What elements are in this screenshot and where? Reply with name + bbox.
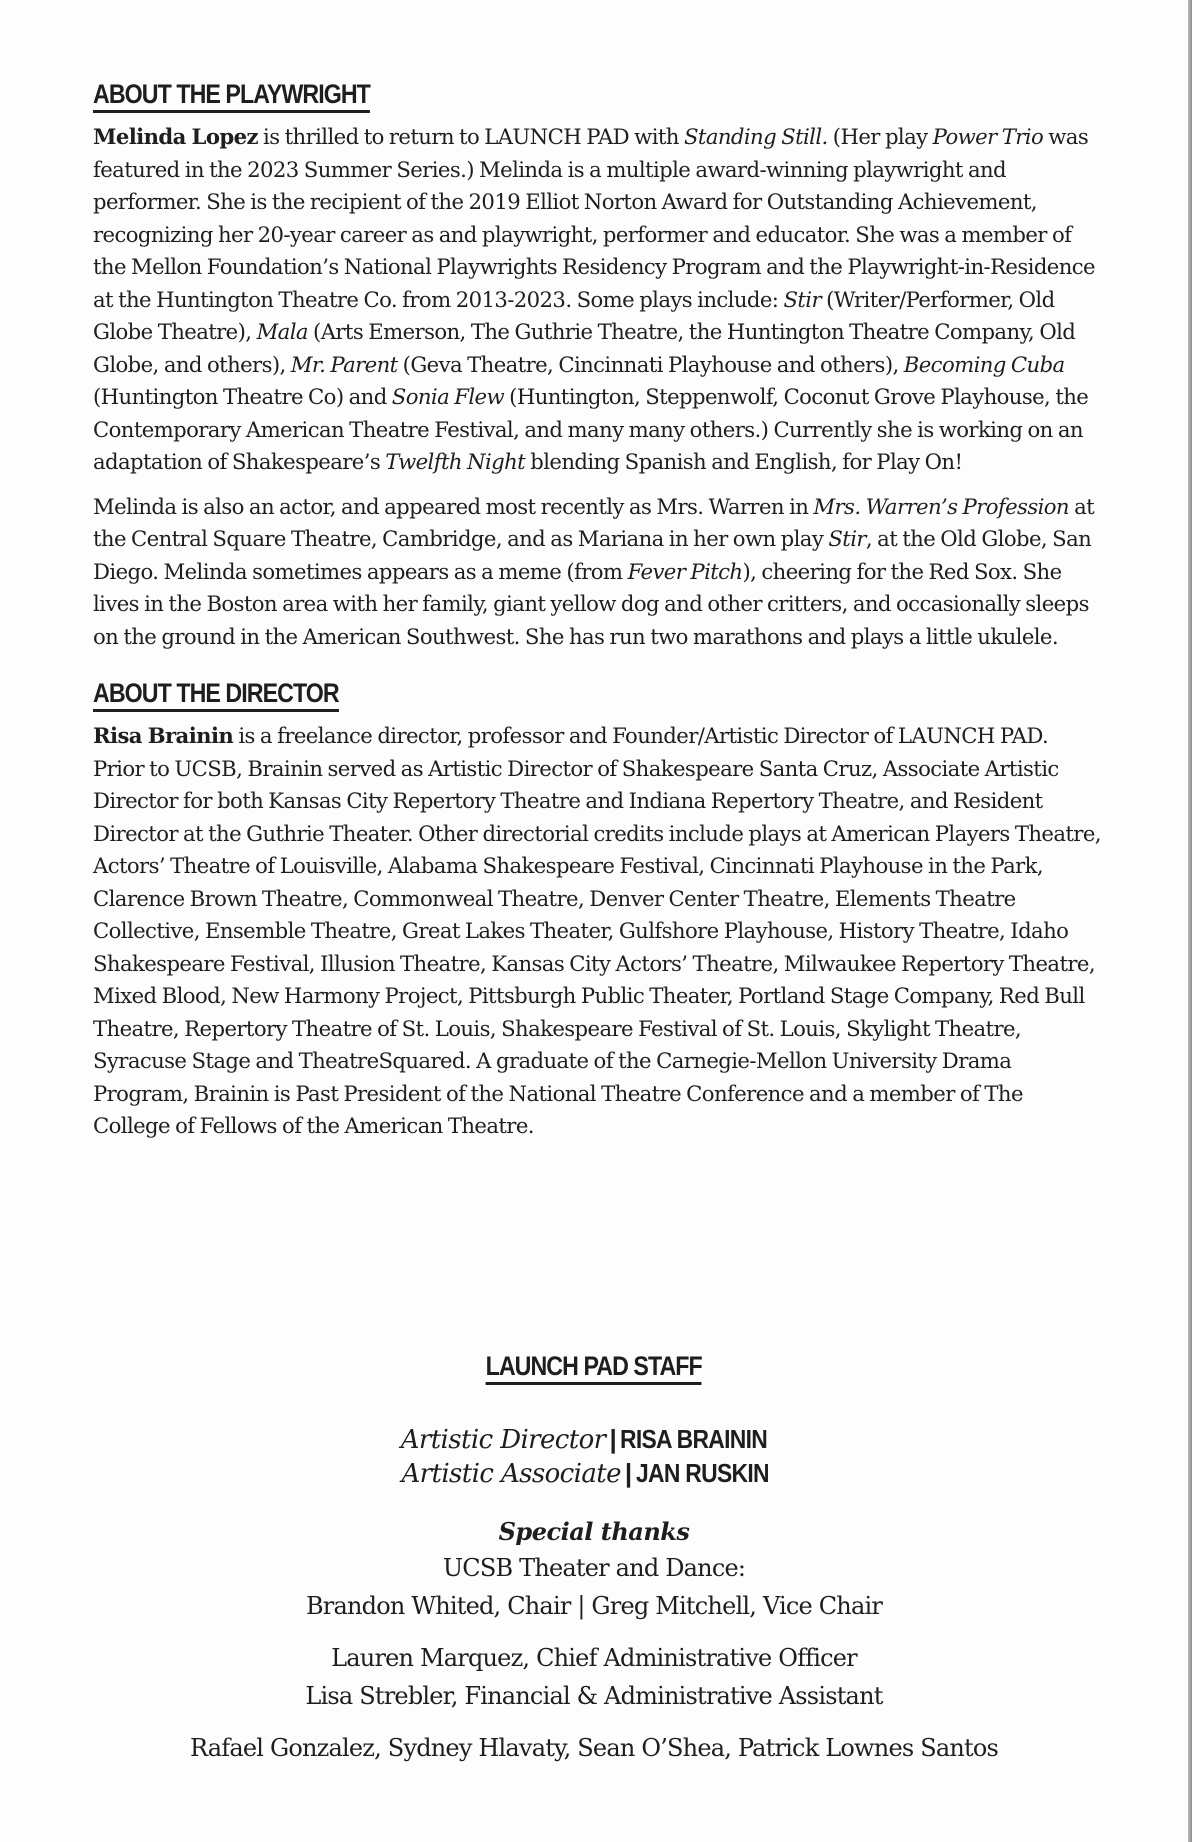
work-title: Standing Still. [683,124,828,149]
playwright-section [93,78,1103,653]
bio-paragraph [93,121,1103,479]
work-title: Fever Pitch [627,558,743,584]
bio-text: , at the Old Globe, San Diego. Melinda sometimes appears as a meme (from [93,526,1092,584]
bio-text: (Huntington, Steppenwolf, Coconut Grove Playhouse, the Contemporary American Theatre Festival, and many many others.) Currently she is working on an adaptation of Shakespeare’s [93,384,1089,474]
bio-text: at the Central Square Theatre, Cambridge, and as Mariana in her own play [93,493,1095,551]
special-thanks-title: Special thanks [498,1517,690,1546]
staff-role-line [0,1457,1188,1491]
work-title: Stir [828,526,866,551]
bio-text: (Her play [827,124,933,149]
separator: | [624,1458,632,1488]
work-title: Power Trio [932,124,1044,149]
director-bio [93,720,1103,1143]
page-edge [1188,0,1192,1842]
thanks-line: Brandon Whited, Chair | Greg Mitchell, Vice Chair [305,1592,883,1620]
bio-text: is a freelance director, professor and Founder/Artistic Director of LAUNCH PAD. Prior to UCSB, Brainin served as Artistic Director of Shakespeare Santa Cruz, Associate Artistic Director for both Kansas City Repertory Theatre and Indiana Repertory Theatre, and Resident Director at the Guthrie Theater. Other directorial credits include plays at American Players Theatre, Actors’ Theatre of Louisville, Alabama Shakespeare Festival, Cincinnati Playhouse in the Park, Clarence Brown Theatre, Commonweal Theatre, Denver Center Theatre, Elements Theatre Collective, Ensemble Theatre, Great Lakes Theater, Gulfshore Playhouse, History Theatre, Idaho Shakespeare Festival, Illusion Theatre, Kansas City Actors’ Theatre, Milwaukee Repertory Theatre, Mixed Blood, New Harmony Project, Pittsburgh Public Theater, Portland Stage Company, Red Bull Theatre, Repertory Theatre of St. Louis, Shakespeare Festival of St. Louis, Skylight Theatre, Syracuse Stage and TheatreSquared. A graduate of the Carnegie-Mellon University Drama Program, Brainin is Past President of the National Theatre Conference and a member of The College of Fellows of the American Theatre. [93,723,1101,1138]
thanks-line: Lauren Marquez, Chief Administrative Officer [331,1644,857,1672]
separator: | [609,1424,617,1454]
bio-text: ), cheering for the Red Sox. She lives in the Boston area with her family, giant yellow dog and other critters, and occasionally sleeps on the ground in the American Southwest. She has run two marathons and plays a little ukulele. [93,558,1089,649]
director-section [93,677,1103,1143]
thanks-group [0,1549,1188,1625]
bio-text: (Huntington Theatre Co) and [93,384,392,409]
thanks-group [0,1639,1188,1715]
thanks-line: UCSB Theater and Dance: [442,1554,746,1582]
bio-text: blending Spanish and English, for Play On! [525,449,963,474]
bio-text: Melinda is also an actor, and appeared most recently as Mrs. Warren in [93,493,814,519]
director-heading: ABOUT THE DIRECTOR [93,677,339,712]
bios-column [93,78,1103,1155]
staff-person: RISA BRAININ [620,1424,768,1454]
staff-section [0,1350,1188,1767]
work-title: Mrs. Warren’s Profession [813,493,1069,519]
thanks-group [0,1729,1188,1767]
person-name: Melinda Lopez [93,124,258,149]
bio-text: is thrilled to return to LAUNCH PAD with [257,124,684,149]
work-title: Sonia Flew [391,384,505,409]
work-title: Mr. Parent [290,351,398,377]
bio-text: was featured in the 2023 Summer Series.) Melinda is a multiple award-winning playwright and performer. She is the recipient of the 2019 Elliot Norton Award for Outstanding Achievement, recognizing her 20-year career as and playwright, performer and educator. She was a member of the Mellon Foundation’s National Playwrights Residency Program and the Playwright-in-Residence at the Huntington Theatre Co. from 2013-2023. Some plays include: [93,124,1095,312]
bio-text: (Geva Theatre, Cincinnati Playhouse and others), [397,351,904,377]
work-title: Twelfth Night [385,449,526,474]
playwright-bio [93,121,1103,653]
work-title: Mala [256,319,308,344]
work-title: Becoming Cuba [903,351,1065,377]
staff-role: Artistic Director [400,1425,606,1455]
thanks-line: Rafael Gonzalez, Sydney Hlavaty, Sean O’Shea, Patrick Lownes Santos [189,1734,999,1762]
person-name: Risa Brainin [93,723,234,748]
bio-paragraph [93,491,1103,654]
work-title: Stir [783,286,821,312]
staff-role-line [0,1423,1188,1457]
bio-text: (Arts Emerson, The Guthrie Theatre, the Huntington Theatre Company, Old Globe, and others), [93,319,1076,377]
staff-heading: LAUNCH PAD STAFF [486,1350,702,1385]
playwright-heading: ABOUT THE PLAYWRIGHT [93,78,370,113]
thanks-line: Lisa Strebler, Financial & Administrative Assistant [305,1682,883,1710]
staff-person: JAN RUSKIN [635,1458,769,1488]
bio-paragraph [93,720,1103,1143]
staff-role: Artistic Associate [401,1459,621,1489]
bio-text: (Writer/Performer, Old Globe Theatre), [93,286,1055,344]
